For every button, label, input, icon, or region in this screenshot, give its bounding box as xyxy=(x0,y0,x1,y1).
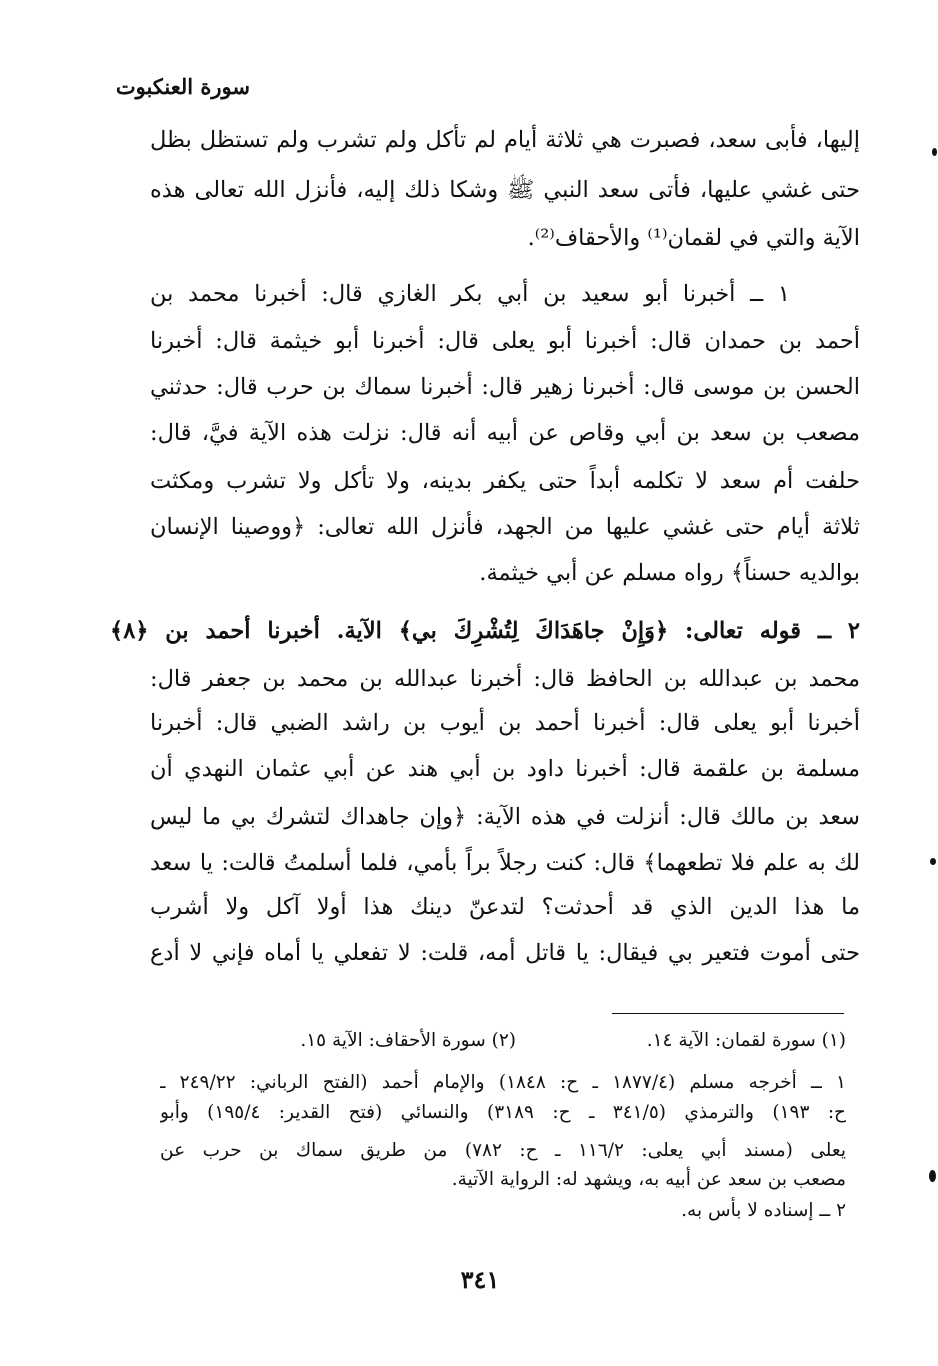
intro-line-2: حتى غشي عليها، فأتى سعد النبي ﷺ وشكا ذلك إليه، فأنزل الله تعالى هذه xyxy=(150,177,860,203)
footnote-2: (٢) سورة الأحقاف: الآية ١٥. xyxy=(300,1030,516,1051)
takhrij-line-2: ح: ١٩٣) والترمذي (٣٤١/٥ ـ ح: ٣١٨٩) والنسائي (فتح القدير: ١٩٥/٤) وأبو xyxy=(160,1102,846,1123)
scan-speck xyxy=(932,148,937,156)
narration2-line-4: مسلمة بن علقمة قال: أخبرنا داود بن أبي هند عن أبي عثمان النهدي أن xyxy=(150,756,860,782)
page-number: ٣٤١ xyxy=(460,1265,500,1294)
intro-line-1: إليها، فأبى سعد، فصبرت هي ثلاثة أيام لم تأكل ولم تشرب ولم تستظل بظل xyxy=(150,127,860,153)
takhrij-line-1: ١ ــ أخرجه مسلم (١٨٧٧/٤ ـ ح: ١٨٤٨) والإمام أحمد (الفتح الرباني: ٢٤٩/٢٢ ـ xyxy=(160,1072,846,1093)
takhrij-line-4: مصعب بن سعد عن أبيه به، ويشهد له: الرواية الآتية. xyxy=(451,1169,846,1190)
narration2-line-5: سعد بن مالك قال: أنزلت في هذه الآية: ﴿وإن جاهداك لتشرك بي ما ليس xyxy=(150,804,860,830)
narration1-line-4: مصعب بن سعد بن أبي وقاص عن أبيه أنه قال: نزلت هذه الآية فيَّ، قال: xyxy=(150,420,860,446)
footnote-note-2: ٢ ــ إسناده لا بأس به. xyxy=(681,1200,846,1221)
running-header-surah-title: سورة العنكبوت xyxy=(115,74,250,99)
footnote-separator xyxy=(612,1013,844,1014)
narration2-line-3: أخبرنا أبو يعلى قال: أخبرنا أحمد بن أيوب بن راشد الضبي قال: أخبرنا xyxy=(150,710,860,736)
narration2-line-2: محمد بن عبدالله بن الحافظ قال: أخبرنا عبدالله بن محمد بن جعفر قال: xyxy=(150,666,860,692)
footnote-pair xyxy=(250,1026,846,1056)
narration2-line-8: حتى أموت فتعير بي فيقال: يا قاتل أمه، قلت: لا تفعلي يا أماه فإني لا أدع xyxy=(150,940,860,966)
footnote-1: (١) سورة لقمان: الآية ١٤. xyxy=(646,1030,846,1051)
narration2-line-7: ما هذا الدين الذي قد أحدثت؟ لتدعنّ دينك هذا أولا آكل ولا أشرب xyxy=(150,894,860,920)
narration1-line-7: بوالديه حسناً﴾ رواه مسلم عن أبي خيثمة. xyxy=(479,560,860,586)
narration1-line-5: حلفت أم سعد لا تكلمه أبداً حتى يكفر بدينه، ولا تأكل ولا تشرب ومكثت xyxy=(150,468,860,494)
narration2-line-6: لك به علم فلا تطعهما﴾ قال: كنت رجلاً براً بأمي، فلما أسلمتُ قالت: يا سعد xyxy=(150,850,860,876)
narration2-line-1: ٢ ــ قوله تعالى: ﴿وَإِنْ جاهَدَاكَ لِتُشْرِكَ بي﴾ الآية. أخبرنا أحمد بن ﴿٨﴾ xyxy=(110,618,860,644)
scan-speck xyxy=(929,1170,936,1182)
takhrij-line-3: يعلى (مسند أبي يعلى: ١١٦/٢ ـ ح: ٧٨٢) من طريق سماك بن حرب عن xyxy=(160,1140,846,1161)
narration1-line-6: ثلاثة أيام حتى غشي عليها من الجهد، فأنزل الله تعالى: ﴿ووصينا الإنسان xyxy=(150,514,860,540)
scan-speck xyxy=(930,858,936,865)
narration1-line-2: أحمد بن حمدان قال: أخبرنا أبو يعلى قال: أخبرنا أبو خيثمة قال: أخبرنا xyxy=(150,328,860,354)
narration1-line-3: الحسن بن موسى قال: أخبرنا زهير قال: أخبرنا سماك بن حرب قال: حدثني xyxy=(150,374,860,400)
intro-line-3: الآية والتي في لقمان⁽¹⁾ والأحقاف⁽²⁾. xyxy=(527,225,860,251)
narration1-line-1: ١ ــ أخبرنا أبو سعيد بن أبي بكر الغازي قال: أخبرنا محمد بن xyxy=(150,281,790,307)
